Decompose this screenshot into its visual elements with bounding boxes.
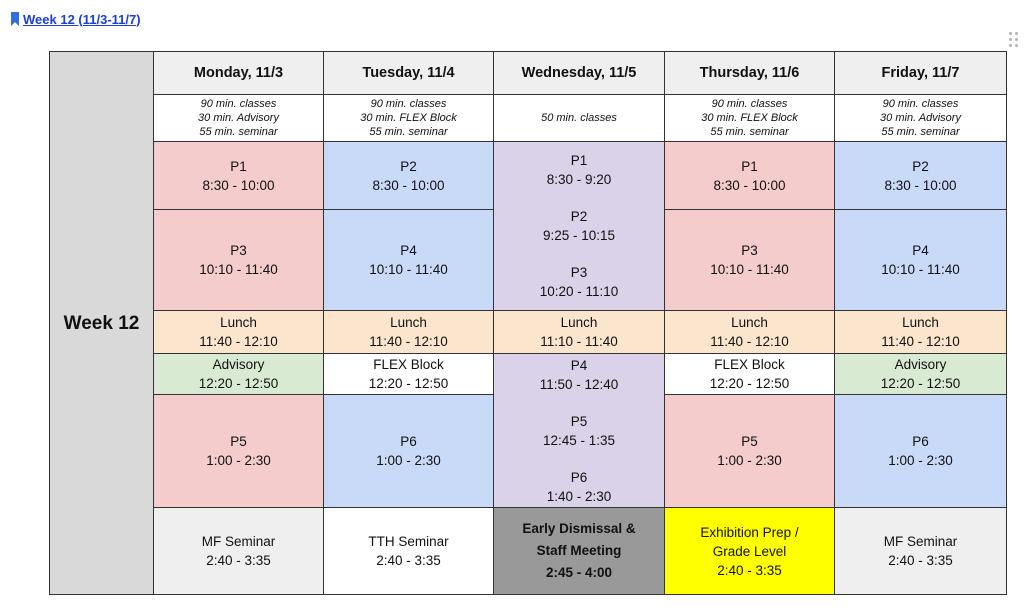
period-cell-mon-p1 (154, 142, 324, 210)
lunch-cell-mon (154, 311, 324, 354)
note-line: 50 min. classes (541, 112, 617, 124)
note-line: 30 min. Advisory (198, 112, 279, 124)
note-line: 90 min. classes (882, 98, 959, 110)
lunch-cell-tue (324, 311, 494, 354)
period-cell-wed-afternoon (494, 354, 665, 508)
period-time: 2:45 - 4:00 (545, 565, 613, 580)
period-time: 1:00 - 2:30 (888, 453, 953, 468)
period-name: P4 (570, 357, 588, 373)
period-cell-fri-p6 (835, 395, 1007, 508)
period-name: Exhibition Prep / (700, 524, 799, 540)
week-label: Week 12 (50, 52, 154, 595)
period-name: FLEX Block (714, 357, 785, 372)
period-name: FLEX Block (373, 357, 444, 372)
early-dismissal-cell-wed (494, 508, 665, 595)
period-cell-thu-p5 (665, 395, 835, 508)
period-time: 8:30 - 10:00 (713, 177, 786, 193)
period-time: 1:00 - 2:30 (376, 453, 441, 468)
schedule-table (49, 51, 1007, 595)
notes-tuesday (324, 95, 494, 142)
period-time: 8:30 - 10:00 (202, 177, 275, 193)
seminar-row (50, 508, 1007, 595)
period-name: P6 (400, 434, 417, 449)
seminar-cell-mon (154, 508, 324, 595)
period-name: Early Dismissal & (522, 521, 636, 536)
note-line: 55 min. seminar (369, 126, 448, 138)
period-time: 11:10 - 11:40 (540, 334, 618, 349)
note-line: 30 min. FLEX Block (360, 112, 457, 124)
notes-row (50, 95, 1007, 142)
flex-cell-thu (665, 354, 835, 395)
period-time: 12:20 - 12:50 (880, 376, 961, 391)
week-heading-link[interactable]: Week 12 (11/3-11/7) (23, 11, 141, 27)
period-time: 12:20 - 12:50 (709, 376, 790, 391)
period-time: 10:10 - 11:40 (710, 262, 789, 277)
period-time: 8:30 - 10:00 (884, 177, 957, 193)
period-name: Lunch (902, 315, 939, 330)
period-name: P1 (230, 158, 247, 174)
period-name: P5 (741, 434, 758, 449)
period-time: 2:40 - 3:35 (888, 553, 953, 568)
note-line: 90 min. classes (711, 98, 788, 110)
period-cell-mon-p5 (154, 395, 324, 508)
midday-row (50, 354, 1007, 395)
period-name: P2 (570, 209, 588, 224)
period-cell-tue-p2 (324, 142, 494, 210)
notes-monday (154, 95, 324, 142)
period-name: TTH Seminar (368, 534, 449, 549)
period-name: P1 (570, 153, 588, 168)
period-time: 11:40 - 12:10 (199, 334, 278, 349)
period-name: P4 (400, 243, 417, 258)
period-cell-fri-p4 (835, 210, 1007, 311)
period-time: 2:40 - 3:35 (206, 553, 271, 568)
period-time: 8:30 - 9:20 (546, 172, 612, 187)
period-time: 11:40 - 12:10 (710, 334, 789, 349)
seminar-cell-tue (324, 508, 494, 595)
period-time: 12:20 - 12:50 (198, 376, 279, 391)
period-time: 11:40 - 12:10 (881, 334, 960, 349)
period-name: P5 (570, 413, 588, 429)
period-name: P2 (912, 158, 929, 174)
drag-handle-icon[interactable] (1006, 30, 1020, 48)
advisory-cell-fri (835, 354, 1007, 395)
period-name: Lunch (390, 315, 427, 330)
period-name: P5 (230, 434, 247, 449)
note-line: 55 min. seminar (710, 126, 789, 138)
period-cell-tue-p4 (324, 210, 494, 311)
period-time: 11:50 - 12:40 (539, 376, 619, 392)
period-name: Advisory (894, 357, 947, 372)
period-cell-wed-morning (494, 142, 665, 311)
period-name: P3 (570, 265, 588, 280)
note-line: 90 min. classes (370, 98, 447, 110)
period-name: P1 (741, 158, 758, 174)
period-time: 12:20 - 12:50 (368, 376, 449, 391)
note-line: 30 min. FLEX Block (701, 112, 798, 124)
period-name: P3 (230, 243, 247, 258)
period-time: 1:00 - 2:30 (717, 453, 782, 468)
period-time: 12:45 - 1:35 (542, 432, 616, 448)
day-header-friday: Friday, 11/7 (835, 52, 1007, 95)
period-name: MF Seminar (883, 534, 958, 549)
period-name: P3 (741, 243, 758, 258)
period-name: MF Seminar (201, 534, 276, 549)
period-time: 11:40 - 12:10 (369, 334, 448, 349)
day-header-monday: Monday, 11/3 (154, 52, 324, 95)
note-line: 30 min. Advisory (880, 112, 961, 124)
period-cell-tue-p6 (324, 395, 494, 508)
period-cell-mon-p3 (154, 210, 324, 311)
day-header-tuesday: Tuesday, 11/4 (324, 52, 494, 95)
period-time: 9:25 - 10:15 (542, 228, 616, 243)
period-time: 10:10 - 11:40 (369, 262, 448, 277)
period-name: P2 (400, 158, 417, 174)
period-name: Lunch (220, 315, 257, 330)
advisory-cell-mon (154, 354, 324, 395)
period-time: 10:10 - 11:40 (881, 262, 960, 277)
period-name: P6 (570, 469, 588, 485)
page-heading (11, 9, 141, 29)
period-time: 10:10 - 11:40 (199, 262, 278, 277)
period-name: P6 (912, 434, 929, 449)
period-time: 8:30 - 10:00 (372, 177, 445, 193)
period-name: Staff Meeting (536, 543, 622, 558)
lunch-cell-wed (494, 311, 665, 354)
period-cell-thu-p3 (665, 210, 835, 311)
period-cell-fri-p2 (835, 142, 1007, 210)
flex-cell-tue (324, 354, 494, 395)
note-line: 55 min. seminar (881, 126, 960, 138)
period-name: Advisory (212, 357, 265, 372)
note-line: 90 min. classes (200, 98, 277, 110)
seminar-cell-fri (835, 508, 1007, 595)
lunch-row (50, 311, 1007, 354)
notes-thursday (665, 95, 835, 142)
period-name: P4 (912, 243, 929, 258)
period-time: 10:20 - 11:10 (539, 284, 619, 299)
period-time: 1:00 - 2:30 (206, 453, 271, 468)
period-name: Lunch (560, 315, 598, 330)
block1-row (50, 142, 1007, 210)
notes-friday (835, 95, 1007, 142)
day-header-thursday: Thursday, 11/6 (665, 52, 835, 95)
notes-wednesday (494, 95, 665, 142)
period-cell-thu-p1 (665, 142, 835, 210)
period-time: 2:40 - 3:35 (717, 562, 782, 578)
period-time: 2:40 - 3:35 (376, 553, 441, 568)
note-line: 55 min. seminar (199, 126, 278, 138)
lunch-cell-fri (835, 311, 1007, 354)
period-name: Grade Level (712, 543, 787, 559)
period-time: 1:40 - 2:30 (546, 488, 612, 504)
period-name: Lunch (731, 315, 768, 330)
bookmark-icon (11, 12, 19, 26)
day-header-wednesday: Wednesday, 11/5 (494, 52, 665, 95)
lunch-cell-thu (665, 311, 835, 354)
header-row (50, 52, 1007, 95)
exhibition-prep-cell-thu (665, 508, 835, 595)
